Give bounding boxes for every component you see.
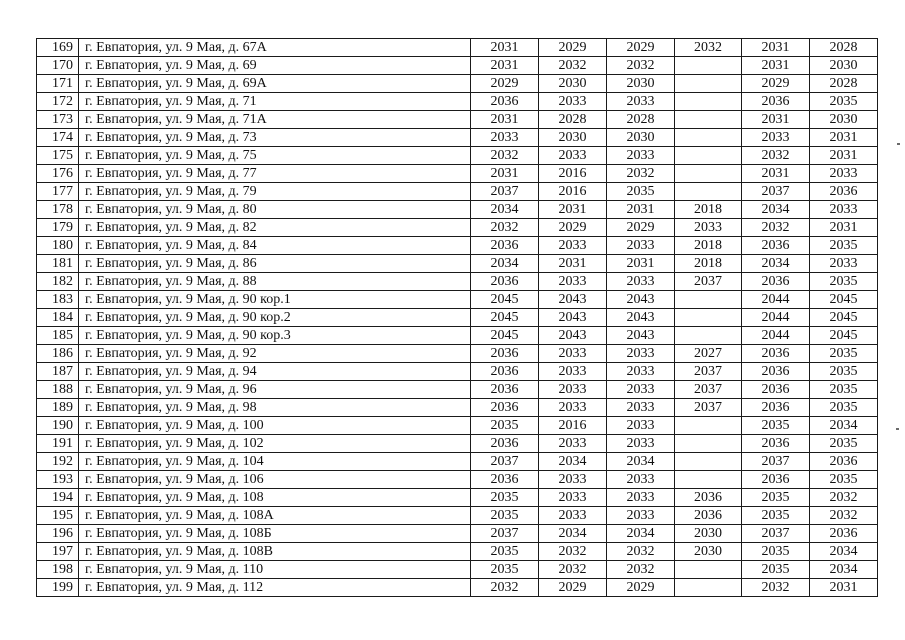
address-cell: г. Евпатория, ул. 9 Мая, д. 67А — [79, 39, 471, 57]
year-cell-4 — [675, 111, 742, 129]
year-cell-1: 2045 — [471, 291, 539, 309]
year-cell-6: 2035 — [810, 363, 878, 381]
year-cell-6: 2032 — [810, 489, 878, 507]
address-cell: г. Евпатория, ул. 9 Мая, д. 79 — [79, 183, 471, 201]
year-cell-2: 2032 — [539, 543, 607, 561]
table-row — [37, 129, 878, 147]
row-number: 182 — [37, 273, 79, 291]
year-cell-6: 2036 — [810, 453, 878, 471]
year-cell-6: 2031 — [810, 129, 878, 147]
year-cell-4 — [675, 147, 742, 165]
year-cell-1: 2034 — [471, 255, 539, 273]
year-cell-3: 2033 — [607, 345, 675, 363]
year-cell-4 — [675, 417, 742, 435]
table-row — [37, 93, 878, 111]
year-cell-1: 2037 — [471, 183, 539, 201]
address-cell: г. Евпатория, ул. 9 Мая, д. 90 кор.2 — [79, 309, 471, 327]
year-cell-5: 2035 — [742, 417, 810, 435]
year-cell-4: 2032 — [675, 39, 742, 57]
year-cell-4: 2018 — [675, 201, 742, 219]
year-cell-3: 2043 — [607, 291, 675, 309]
year-cell-3: 2033 — [607, 471, 675, 489]
year-cell-1: 2035 — [471, 417, 539, 435]
year-cell-2: 2034 — [539, 525, 607, 543]
address-cell: г. Евпатория, ул. 9 Мая, д. 98 — [79, 399, 471, 417]
year-cell-4: 2018 — [675, 237, 742, 255]
row-number: 169 — [37, 39, 79, 57]
year-cell-5: 2044 — [742, 309, 810, 327]
year-cell-4: 2030 — [675, 543, 742, 561]
year-cell-2: 2031 — [539, 255, 607, 273]
year-cell-1: 2031 — [471, 111, 539, 129]
year-cell-6: 2035 — [810, 93, 878, 111]
year-cell-6: 2035 — [810, 237, 878, 255]
year-cell-5: 2031 — [742, 57, 810, 75]
year-cell-6: 2045 — [810, 291, 878, 309]
year-cell-1: 2032 — [471, 579, 539, 597]
address-cell: г. Евпатория, ул. 9 Мая, д. 106 — [79, 471, 471, 489]
row-number: 181 — [37, 255, 79, 273]
address-cell: г. Евпатория, ул. 9 Мая, д. 88 — [79, 273, 471, 291]
year-cell-4 — [675, 57, 742, 75]
table-row — [37, 39, 878, 57]
row-number: 170 — [37, 57, 79, 75]
year-cell-1: 2032 — [471, 147, 539, 165]
year-cell-4 — [675, 327, 742, 345]
row-number: 178 — [37, 201, 79, 219]
year-cell-5: 2035 — [742, 489, 810, 507]
year-cell-2: 2033 — [539, 237, 607, 255]
year-cell-3: 2033 — [607, 435, 675, 453]
year-cell-6: 2028 — [810, 39, 878, 57]
year-cell-3: 2033 — [607, 399, 675, 417]
row-number: 199 — [37, 579, 79, 597]
year-cell-5: 2036 — [742, 435, 810, 453]
year-cell-1: 2035 — [471, 489, 539, 507]
table-row — [37, 435, 878, 453]
row-number: 196 — [37, 525, 79, 543]
address-cell: г. Евпатория, ул. 9 Мая, д. 108Б — [79, 525, 471, 543]
year-cell-1: 2037 — [471, 453, 539, 471]
table-row — [37, 417, 878, 435]
address-cell: г. Евпатория, ул. 9 Мая, д. 92 — [79, 345, 471, 363]
year-cell-2: 2033 — [539, 435, 607, 453]
row-number: 188 — [37, 381, 79, 399]
year-cell-5: 2034 — [742, 255, 810, 273]
year-cell-6: 2035 — [810, 435, 878, 453]
year-cell-1: 2036 — [471, 273, 539, 291]
address-cell: г. Евпатория, ул. 9 Мая, д. 100 — [79, 417, 471, 435]
row-number: 189 — [37, 399, 79, 417]
row-number: 190 — [37, 417, 79, 435]
year-cell-1: 2036 — [471, 237, 539, 255]
year-cell-5: 2032 — [742, 147, 810, 165]
year-cell-5: 2036 — [742, 363, 810, 381]
table-row — [37, 543, 878, 561]
year-cell-3: 2033 — [607, 363, 675, 381]
year-cell-4: 2027 — [675, 345, 742, 363]
year-cell-4 — [675, 165, 742, 183]
year-cell-4 — [675, 183, 742, 201]
address-cell: г. Евпатория, ул. 9 Мая, д. 90 кор.3 — [79, 327, 471, 345]
year-cell-3: 2033 — [607, 237, 675, 255]
year-cell-2: 2028 — [539, 111, 607, 129]
year-cell-2: 2033 — [539, 363, 607, 381]
address-cell: г. Евпатория, ул. 9 Мая, д. 71 — [79, 93, 471, 111]
address-cell: г. Евпатория, ул. 9 Мая, д. 110 — [79, 561, 471, 579]
year-cell-1: 2034 — [471, 201, 539, 219]
year-cell-3: 2034 — [607, 525, 675, 543]
year-cell-2: 2016 — [539, 165, 607, 183]
year-cell-5: 2036 — [742, 273, 810, 291]
year-cell-2: 2033 — [539, 489, 607, 507]
year-cell-1: 2029 — [471, 75, 539, 93]
year-cell-6: 2028 — [810, 75, 878, 93]
year-cell-5: 2032 — [742, 219, 810, 237]
year-cell-2: 2033 — [539, 381, 607, 399]
year-cell-2: 2033 — [539, 93, 607, 111]
address-cell: г. Евпатория, ул. 9 Мая, д. 104 — [79, 453, 471, 471]
year-cell-3: 2043 — [607, 309, 675, 327]
year-cell-4: 2030 — [675, 525, 742, 543]
row-number: 174 — [37, 129, 79, 147]
address-cell: г. Евпатория, ул. 9 Мая, д. 73 — [79, 129, 471, 147]
address-cell: г. Евпатория, ул. 9 Мая, д. 75 — [79, 147, 471, 165]
year-cell-4: 2037 — [675, 273, 742, 291]
year-cell-2: 2016 — [539, 417, 607, 435]
year-cell-4 — [675, 453, 742, 471]
table-row — [37, 75, 878, 93]
year-cell-5: 2029 — [742, 75, 810, 93]
year-cell-2: 2033 — [539, 345, 607, 363]
year-cell-4 — [675, 75, 742, 93]
table-row — [37, 327, 878, 345]
address-cell: г. Евпатория, ул. 9 Мая, д. 108В — [79, 543, 471, 561]
table-row — [37, 201, 878, 219]
year-cell-5: 2037 — [742, 525, 810, 543]
address-cell: г. Евпатория, ул. 9 Мая, д. 82 — [79, 219, 471, 237]
year-cell-1: 2033 — [471, 129, 539, 147]
year-cell-5: 2036 — [742, 399, 810, 417]
year-cell-2: 2033 — [539, 507, 607, 525]
year-cell-5: 2032 — [742, 579, 810, 597]
year-cell-5: 2031 — [742, 111, 810, 129]
year-cell-3: 2032 — [607, 57, 675, 75]
year-cell-1: 2035 — [471, 507, 539, 525]
year-cell-2: 2031 — [539, 201, 607, 219]
year-cell-4 — [675, 129, 742, 147]
year-cell-4: 2037 — [675, 381, 742, 399]
year-cell-4 — [675, 471, 742, 489]
row-number: 180 — [37, 237, 79, 255]
year-cell-2: 2033 — [539, 399, 607, 417]
table-row — [37, 381, 878, 399]
year-cell-3: 2030 — [607, 129, 675, 147]
year-cell-2: 2034 — [539, 453, 607, 471]
year-cell-5: 2035 — [742, 543, 810, 561]
year-cell-5: 2037 — [742, 453, 810, 471]
year-cell-6: 2031 — [810, 579, 878, 597]
year-cell-3: 2029 — [607, 579, 675, 597]
year-cell-6: 2033 — [810, 255, 878, 273]
year-cell-5: 2036 — [742, 345, 810, 363]
row-number: 186 — [37, 345, 79, 363]
address-cell: г. Евпатория, ул. 9 Мая, д. 94 — [79, 363, 471, 381]
year-cell-6: 2035 — [810, 273, 878, 291]
row-number: 197 — [37, 543, 79, 561]
table-row — [37, 237, 878, 255]
row-number: 172 — [37, 93, 79, 111]
year-cell-6: 2031 — [810, 147, 878, 165]
address-cell: г. Евпатория, ул. 9 Мая, д. 84 — [79, 237, 471, 255]
table-row — [37, 489, 878, 507]
address-cell: г. Евпатория, ул. 9 Мая, д. 102 — [79, 435, 471, 453]
year-cell-5: 2035 — [742, 507, 810, 525]
year-cell-3: 2032 — [607, 543, 675, 561]
year-cell-2: 2030 — [539, 75, 607, 93]
year-cell-5: 2037 — [742, 183, 810, 201]
year-cell-6: 2035 — [810, 381, 878, 399]
row-number: 183 — [37, 291, 79, 309]
year-cell-1: 2035 — [471, 543, 539, 561]
address-cell: г. Евпатория, ул. 9 Мая, д. 69 — [79, 57, 471, 75]
row-number: 171 — [37, 75, 79, 93]
row-number: 185 — [37, 327, 79, 345]
year-cell-4: 2037 — [675, 363, 742, 381]
row-number: 195 — [37, 507, 79, 525]
address-cell: г. Евпатория, ул. 9 Мая, д. 71А — [79, 111, 471, 129]
year-cell-4 — [675, 93, 742, 111]
year-cell-5: 2033 — [742, 129, 810, 147]
row-number: 184 — [37, 309, 79, 327]
table-body — [37, 39, 878, 597]
year-cell-3: 2043 — [607, 327, 675, 345]
scan-speck — [897, 143, 900, 145]
year-cell-6: 2035 — [810, 471, 878, 489]
address-cell: г. Евпатория, ул. 9 Мая, д. 96 — [79, 381, 471, 399]
table-row — [37, 219, 878, 237]
address-cell: г. Евпатория, ул. 9 Мая, д. 77 — [79, 165, 471, 183]
year-cell-1: 2031 — [471, 39, 539, 57]
year-cell-3: 2030 — [607, 75, 675, 93]
year-cell-2: 2043 — [539, 309, 607, 327]
year-cell-6: 2035 — [810, 345, 878, 363]
address-cell: г. Евпатория, ул. 9 Мая, д. 112 — [79, 579, 471, 597]
year-cell-4: 2018 — [675, 255, 742, 273]
table-row — [37, 309, 878, 327]
year-cell-1: 2036 — [471, 345, 539, 363]
year-cell-4: 2036 — [675, 489, 742, 507]
year-cell-2: 2029 — [539, 579, 607, 597]
year-cell-3: 2033 — [607, 417, 675, 435]
year-cell-1: 2035 — [471, 561, 539, 579]
row-number: 192 — [37, 453, 79, 471]
year-cell-5: 2031 — [742, 165, 810, 183]
table-row — [37, 111, 878, 129]
year-cell-5: 2036 — [742, 381, 810, 399]
year-cell-5: 2044 — [742, 327, 810, 345]
year-cell-1: 2045 — [471, 327, 539, 345]
table-row — [37, 57, 878, 75]
table-row — [37, 183, 878, 201]
row-number: 173 — [37, 111, 79, 129]
row-number: 193 — [37, 471, 79, 489]
year-cell-2: 2043 — [539, 291, 607, 309]
year-cell-1: 2032 — [471, 219, 539, 237]
year-cell-3: 2033 — [607, 507, 675, 525]
table-row — [37, 399, 878, 417]
year-cell-4: 2033 — [675, 219, 742, 237]
row-number: 175 — [37, 147, 79, 165]
year-cell-4: 2036 — [675, 507, 742, 525]
year-cell-3: 2031 — [607, 255, 675, 273]
year-cell-3: 2029 — [607, 39, 675, 57]
year-cell-6: 2045 — [810, 327, 878, 345]
year-cell-6: 2032 — [810, 507, 878, 525]
address-cell: г. Евпатория, ул. 9 Мая, д. 86 — [79, 255, 471, 273]
year-cell-5: 2044 — [742, 291, 810, 309]
year-cell-1: 2031 — [471, 57, 539, 75]
year-cell-4 — [675, 309, 742, 327]
table-row — [37, 255, 878, 273]
address-cell: г. Евпатория, ул. 9 Мая, д. 90 кор.1 — [79, 291, 471, 309]
year-cell-3: 2033 — [607, 489, 675, 507]
year-cell-2: 2033 — [539, 147, 607, 165]
year-cell-1: 2036 — [471, 363, 539, 381]
year-cell-6: 2035 — [810, 399, 878, 417]
year-cell-2: 2016 — [539, 183, 607, 201]
scan-speck — [896, 428, 899, 430]
year-cell-3: 2033 — [607, 381, 675, 399]
year-cell-6: 2031 — [810, 219, 878, 237]
schedule-table — [36, 38, 878, 597]
year-cell-6: 2030 — [810, 57, 878, 75]
table-row — [37, 273, 878, 291]
year-cell-3: 2034 — [607, 453, 675, 471]
year-cell-1: 2031 — [471, 165, 539, 183]
table-row — [37, 165, 878, 183]
table-row — [37, 525, 878, 543]
row-number: 177 — [37, 183, 79, 201]
year-cell-1: 2036 — [471, 381, 539, 399]
year-cell-1: 2036 — [471, 435, 539, 453]
table-row — [37, 147, 878, 165]
year-cell-2: 2043 — [539, 327, 607, 345]
year-cell-1: 2036 — [471, 399, 539, 417]
year-cell-4: 2037 — [675, 399, 742, 417]
year-cell-2: 2032 — [539, 561, 607, 579]
year-cell-6: 2033 — [810, 165, 878, 183]
table-row — [37, 507, 878, 525]
year-cell-5: 2036 — [742, 237, 810, 255]
row-number: 194 — [37, 489, 79, 507]
year-cell-3: 2033 — [607, 147, 675, 165]
year-cell-5: 2031 — [742, 39, 810, 57]
year-cell-4 — [675, 561, 742, 579]
year-cell-4 — [675, 291, 742, 309]
year-cell-1: 2036 — [471, 93, 539, 111]
year-cell-6: 2036 — [810, 525, 878, 543]
year-cell-3: 2028 — [607, 111, 675, 129]
address-cell: г. Евпатория, ул. 9 Мая, д. 108 — [79, 489, 471, 507]
year-cell-3: 2031 — [607, 201, 675, 219]
year-cell-5: 2036 — [742, 471, 810, 489]
year-cell-1: 2037 — [471, 525, 539, 543]
year-cell-6: 2034 — [810, 561, 878, 579]
year-cell-5: 2036 — [742, 93, 810, 111]
year-cell-3: 2033 — [607, 273, 675, 291]
year-cell-2: 2033 — [539, 273, 607, 291]
address-cell: г. Евпатория, ул. 9 Мая, д. 108А — [79, 507, 471, 525]
year-cell-6: 2030 — [810, 111, 878, 129]
year-cell-5: 2034 — [742, 201, 810, 219]
year-cell-6: 2033 — [810, 201, 878, 219]
year-cell-4 — [675, 435, 742, 453]
table-row — [37, 345, 878, 363]
row-number: 176 — [37, 165, 79, 183]
table-row — [37, 291, 878, 309]
year-cell-6: 2045 — [810, 309, 878, 327]
address-cell: г. Евпатория, ул. 9 Мая, д. 69А — [79, 75, 471, 93]
table-row — [37, 363, 878, 381]
year-cell-6: 2034 — [810, 417, 878, 435]
year-cell-3: 2032 — [607, 165, 675, 183]
year-cell-3: 2035 — [607, 183, 675, 201]
year-cell-3: 2033 — [607, 93, 675, 111]
year-cell-2: 2029 — [539, 39, 607, 57]
table-row — [37, 453, 878, 471]
table-row — [37, 471, 878, 489]
year-cell-2: 2029 — [539, 219, 607, 237]
row-number: 179 — [37, 219, 79, 237]
year-cell-1: 2036 — [471, 471, 539, 489]
year-cell-6: 2036 — [810, 183, 878, 201]
table-row — [37, 579, 878, 597]
year-cell-4 — [675, 579, 742, 597]
address-cell: г. Евпатория, ул. 9 Мая, д. 80 — [79, 201, 471, 219]
year-cell-6: 2034 — [810, 543, 878, 561]
row-number: 198 — [37, 561, 79, 579]
year-cell-2: 2032 — [539, 57, 607, 75]
row-number: 191 — [37, 435, 79, 453]
year-cell-2: 2033 — [539, 471, 607, 489]
year-cell-3: 2032 — [607, 561, 675, 579]
year-cell-2: 2030 — [539, 129, 607, 147]
row-number: 187 — [37, 363, 79, 381]
year-cell-5: 2035 — [742, 561, 810, 579]
table-row — [37, 561, 878, 579]
year-cell-3: 2029 — [607, 219, 675, 237]
year-cell-1: 2045 — [471, 309, 539, 327]
